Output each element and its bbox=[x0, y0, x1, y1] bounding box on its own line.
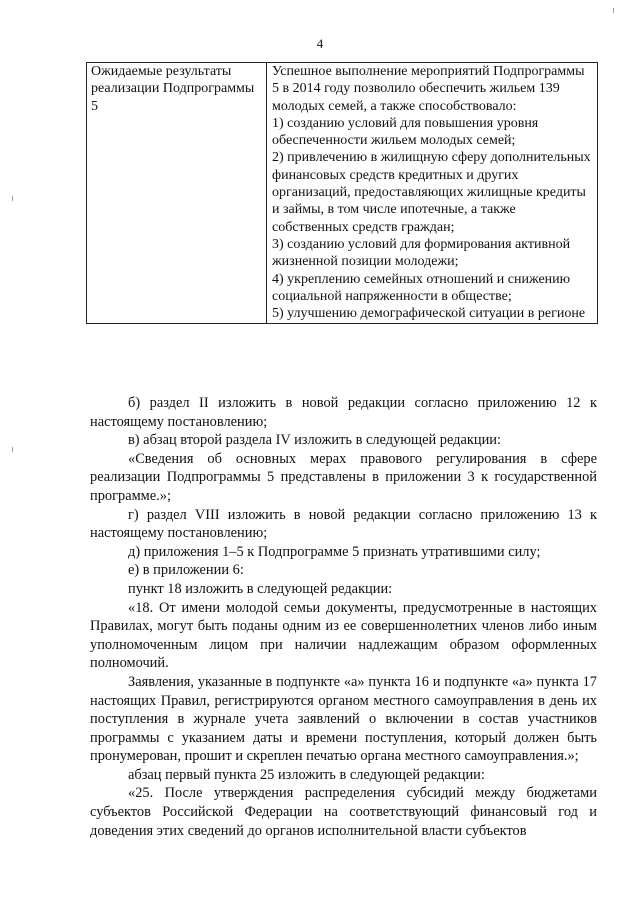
scan-mark bbox=[12, 447, 13, 452]
table-list-item: 2) привлечению в жилищную сферу дополнительных финансовых средств кредитных и других организаций, предоставляющих жилищные кредиты и займы, в том числе ипотечные, а также собственных средств граждан; bbox=[272, 150, 591, 235]
body-paragraph: «18. От имени молодой семьи документы, предусмотренные в настоящих Правилах, могут быть поданы одним из ее совершеннолетних членов либо иным уполномоченным лицом при наличии надлежащим образом оформленных полномочий. bbox=[90, 599, 597, 672]
body-paragraph: в) абзац второй раздела IV изложить в следующей редакции: bbox=[128, 432, 501, 449]
table-label-cell: Ожидаемые результаты реализации Подпрограммы 5 bbox=[87, 63, 267, 324]
body-paragraph: пункт 18 изложить в следующей редакции: bbox=[128, 580, 393, 597]
table-value-cell bbox=[267, 63, 598, 324]
table-list-item: 1) созданию условий для повышения уровня обеспеченности жильем молодых семей; bbox=[272, 115, 539, 149]
body-paragraph: Заявления, указанные в подпункте «а» пункта 16 и подпункте «а» пункта 17 настоящих Правил, регистрируются органом местного самоуправления в день их поступления в журнале учета заявлений о включении в состав участников программы с указанием даты и времени поступления, который должен быть пронумерован, прошит и скреплен печатью органа местного самоуправления.»; bbox=[90, 673, 597, 765]
table-row bbox=[87, 63, 598, 324]
table-list-item: 3) созданию условий для формирования активной жизненной позиции молодежи; bbox=[272, 236, 571, 270]
scan-mark bbox=[12, 196, 13, 201]
table-list-item: 4) укреплению семейных отношений и снижению социальной напряженности в обществе; bbox=[272, 271, 571, 304]
body-paragraph: абзац первый пункта 25 изложить в следующей редакции: bbox=[128, 766, 485, 783]
table-list-item: 5) улучшению демографической ситуации в регионе bbox=[272, 306, 586, 322]
expected-results-table bbox=[86, 62, 598, 324]
table-paragraph: Успешное выполнение мероприятий Подпрограммы 5 в 2014 году позволило обеспечить жильем 139 молодых семей, а также способствовало: bbox=[272, 64, 585, 114]
scan-mark bbox=[613, 8, 614, 13]
body-paragraph: б) раздел II изложить в новой редакции согласно приложению 12 к настоящему постановлению; bbox=[90, 395, 597, 430]
body-paragraph: «25. После утверждения распределения субсидий между бюджетами субъектов Российской Федерации на соответствующий финансовый год и доведения этих сведений до органов исполнительной власти субъектов bbox=[90, 785, 597, 839]
body-paragraph: «Сведения об основных мерах правового регулирования в сфере реализации Подпрограммы 5 представлены в приложении 3 к государственной программе.»; bbox=[90, 450, 597, 504]
page-number: 4 bbox=[316, 36, 324, 51]
document-body bbox=[90, 394, 597, 840]
body-paragraph: д) приложения 1–5 к Подпрограмме 5 признать утратившими силу; bbox=[128, 543, 541, 560]
body-paragraph: г) раздел VIII изложить в новой редакции согласно приложению 13 к настоящему постановлению; bbox=[90, 506, 597, 542]
body-paragraph: е) в приложении 6: bbox=[128, 562, 244, 579]
